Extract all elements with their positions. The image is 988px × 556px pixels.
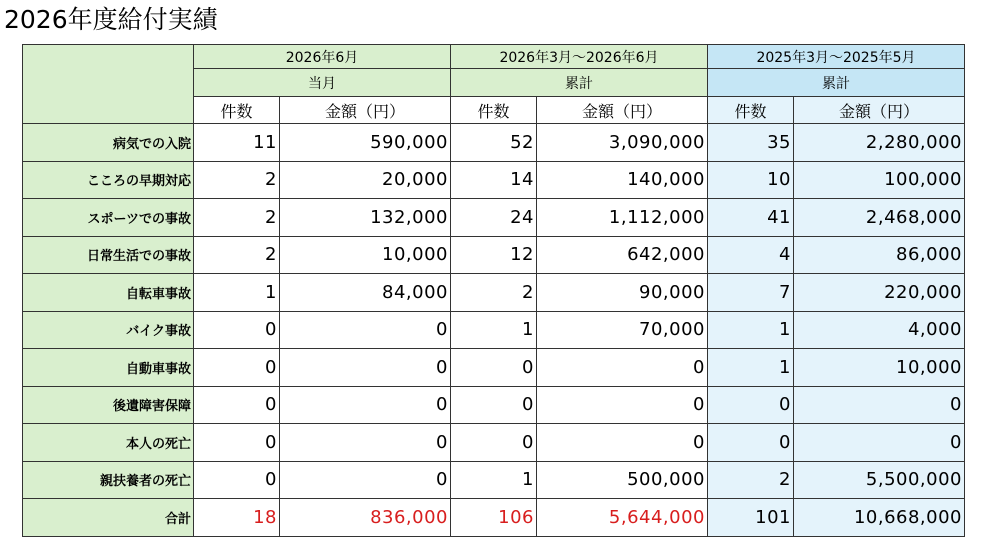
group-label-3: 累計: [708, 69, 965, 97]
group-label-1: 当月: [194, 69, 451, 97]
table-cell: 590,000: [280, 124, 451, 162]
table-cell: 2: [194, 161, 280, 199]
table-cell: 0: [194, 424, 280, 462]
table-cell: 2: [451, 274, 537, 312]
table-cell: 0: [451, 349, 537, 387]
benefit-table: [22, 44, 965, 537]
total-cell: 101: [708, 499, 794, 537]
table-cell: 2,280,000: [794, 124, 965, 162]
subheader-count: 件数: [708, 97, 794, 124]
row-label: 親扶養者の死亡: [23, 461, 194, 499]
subheader-count: 件数: [194, 97, 280, 124]
table-cell: 2: [194, 236, 280, 274]
subheader-amount: 金額（円）: [280, 97, 451, 124]
table-cell: 5,500,000: [794, 461, 965, 499]
table-cell: 90,000: [537, 274, 708, 312]
table-cell: 41: [708, 199, 794, 237]
table-cell: 3,090,000: [537, 124, 708, 162]
subheader-amount: 金額（円）: [794, 97, 965, 124]
table-cell: 140,000: [537, 161, 708, 199]
table-cell: 84,000: [280, 274, 451, 312]
table-cell: 0: [280, 349, 451, 387]
table-cell: 0: [280, 311, 451, 349]
table-cell: 0: [194, 349, 280, 387]
period-header-2: 2026年3月～2026年6月: [451, 45, 708, 69]
row-label: 病気での入院: [23, 124, 194, 162]
table-cell: 0: [280, 386, 451, 424]
total-label: 合計: [23, 499, 194, 537]
table-cell: 0: [794, 424, 965, 462]
table-cell: 500,000: [537, 461, 708, 499]
table-cell: 86,000: [794, 236, 965, 274]
table-cell: 2: [194, 199, 280, 237]
table-cell: 0: [708, 386, 794, 424]
table-cell: 4: [708, 236, 794, 274]
table-row: [23, 424, 965, 462]
table-cell: 35: [708, 124, 794, 162]
row-label: 自転車事故: [23, 274, 194, 312]
table-cell: 24: [451, 199, 537, 237]
row-label: 本人の死亡: [23, 424, 194, 462]
table-body: [23, 124, 965, 499]
total-cell: 106: [451, 499, 537, 537]
table-row: [23, 349, 965, 387]
row-label: 後遺障害保障: [23, 386, 194, 424]
table-cell: 0: [194, 386, 280, 424]
row-label: 日常生活での事故: [23, 236, 194, 274]
row-label: バイク事故: [23, 311, 194, 349]
table-cell: 52: [451, 124, 537, 162]
subheader-amount: 金額（円）: [537, 97, 708, 124]
table-cell: 0: [194, 311, 280, 349]
table-cell: 1,112,000: [537, 199, 708, 237]
table-cell: 1: [708, 311, 794, 349]
table-row: [23, 274, 965, 312]
table-cell: 642,000: [537, 236, 708, 274]
table-cell: 0: [537, 349, 708, 387]
total-cell: 18: [194, 499, 280, 537]
total-cell: 10,668,000: [794, 499, 965, 537]
table-cell: 1: [451, 311, 537, 349]
table-cell: 2: [708, 461, 794, 499]
table-cell: 132,000: [280, 199, 451, 237]
table-cell: 0: [451, 386, 537, 424]
table-cell: 0: [451, 424, 537, 462]
table-cell: 20,000: [280, 161, 451, 199]
subheader-count: 件数: [451, 97, 537, 124]
table-cell: 10,000: [794, 349, 965, 387]
table-cell: 70,000: [537, 311, 708, 349]
table-cell: 4,000: [794, 311, 965, 349]
table-cell: 1: [708, 349, 794, 387]
group-label-2: 累計: [451, 69, 708, 97]
header-row-period: [23, 45, 965, 69]
table-row: [23, 236, 965, 274]
page-title: 2026年度給付実績: [4, 5, 218, 34]
period-header-3: 2025年3月～2025年5月: [708, 45, 965, 69]
table-cell: 0: [537, 424, 708, 462]
total-cell: 836,000: [280, 499, 451, 537]
table-row: [23, 311, 965, 349]
total-row: [23, 499, 965, 537]
total-cell: 5,644,000: [537, 499, 708, 537]
table-cell: 0: [537, 386, 708, 424]
table-cell: 7: [708, 274, 794, 312]
corner-cell: [23, 45, 194, 124]
table-cell: 1: [194, 274, 280, 312]
table-row: [23, 461, 965, 499]
table-cell: 11: [194, 124, 280, 162]
table-cell: 0: [280, 424, 451, 462]
table-cell: 220,000: [794, 274, 965, 312]
table-row: [23, 386, 965, 424]
table-cell: 10: [708, 161, 794, 199]
row-label: スポーツでの事故: [23, 199, 194, 237]
table-cell: 14: [451, 161, 537, 199]
table-cell: 0: [280, 461, 451, 499]
table-cell: 0: [794, 386, 965, 424]
table-cell: 100,000: [794, 161, 965, 199]
table-cell: 2,468,000: [794, 199, 965, 237]
table-row: [23, 161, 965, 199]
row-label: 自動車事故: [23, 349, 194, 387]
table-cell: 0: [708, 424, 794, 462]
table-row: [23, 124, 965, 162]
row-label: こころの早期対応: [23, 161, 194, 199]
table-cell: 12: [451, 236, 537, 274]
table-cell: 0: [194, 461, 280, 499]
table-cell: 1: [451, 461, 537, 499]
table-cell: 10,000: [280, 236, 451, 274]
period-header-1: 2026年6月: [194, 45, 451, 69]
table-row: [23, 199, 965, 237]
